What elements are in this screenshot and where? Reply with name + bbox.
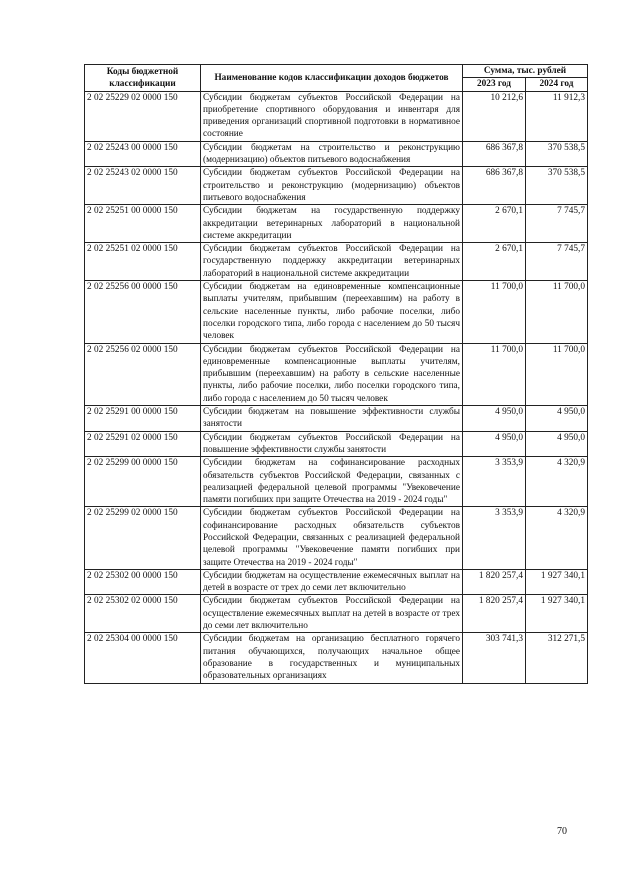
header-year-2023: 2023 год [463, 78, 526, 91]
row-code: 2 02 25256 00 0000 150 [85, 281, 201, 343]
row-value-2023: 3 353,9 [463, 507, 526, 569]
row-name: Субсидии бюджетам на повышение эффективности службы занятости [201, 406, 463, 432]
table-row [85, 633, 588, 683]
row-code: 2 02 25256 02 0000 150 [85, 343, 201, 405]
row-value-2024: 11 700,0 [526, 281, 588, 343]
table-row [85, 205, 588, 243]
row-value-2024: 7 745,7 [526, 243, 588, 281]
table-row [85, 431, 588, 457]
row-value-2023: 3 353,9 [463, 457, 526, 507]
row-value-2023: 11 700,0 [463, 281, 526, 343]
row-name: Субсидии бюджетам субъектов Российской Федерации на единовременные компенсационные выплаты учителям, прибывшим (переехавшим) на работу в сельские населенные пункты, либо рабочие поселки, либо поселки городского типа, либо города с населением до 50 тысяч человек [201, 343, 463, 405]
row-code: 2 02 25304 00 0000 150 [85, 633, 201, 683]
header-name: Наименование кодов классификации доходов бюджетов [201, 65, 463, 92]
header-codes: Коды бюджетной классификации [85, 65, 201, 92]
table-row [85, 406, 588, 432]
page-number: 70 [557, 826, 567, 837]
row-code: 2 02 25302 02 0000 150 [85, 595, 201, 633]
row-value-2023: 303 741,3 [463, 633, 526, 683]
table-row [85, 141, 588, 167]
table-row [85, 507, 588, 569]
table-row [85, 243, 588, 281]
row-name: Субсидии бюджетам на единовременные компенсационные выплаты учителям, прибывшим (переехавшим) на работу в сельские населенные пункты, либо рабочие поселки, либо поселки городского типа, либо города с населением до 50 тысяч человек [201, 281, 463, 343]
row-code: 2 02 25243 02 0000 150 [85, 167, 201, 205]
row-value-2023: 1 820 257,4 [463, 595, 526, 633]
row-name: Субсидии бюджетам субъектов Российской Федерации на строительство и реконструкцию (модернизацию) объектов питьевого водоснабжения [201, 167, 463, 205]
row-value-2024: 312 271,5 [526, 633, 588, 683]
row-value-2024: 4 320,9 [526, 507, 588, 569]
row-name: Субсидии бюджетам субъектов Российской Федерации на повышение эффективности службы занятости [201, 431, 463, 457]
row-value-2024: 1 927 340,1 [526, 569, 588, 595]
row-name: Субсидии бюджетам на организацию бесплатного горячего питания обучающихся, получающих начальное общее образование в государственных и муниципальных образовательных организациях [201, 633, 463, 683]
row-value-2023: 10 212,6 [463, 91, 526, 141]
row-value-2024: 1 927 340,1 [526, 595, 588, 633]
row-value-2024: 370 538,5 [526, 141, 588, 167]
header-sum: Сумма, тыс. рублей [463, 65, 588, 78]
row-code: 2 02 25299 02 0000 150 [85, 507, 201, 569]
row-value-2024: 11 912,3 [526, 91, 588, 141]
row-value-2023: 2 670,1 [463, 205, 526, 243]
row-name: Субсидии бюджетам субъектов Российской Федерации на государственную поддержку аккредитации ветеринарных лабораторий в национальной системе аккредитации [201, 243, 463, 281]
row-name: Субсидии бюджетам субъектов Российской Федерации на осуществление ежемесячных выплат на детей в возрасте от трех до семи лет включительно [201, 595, 463, 633]
table-row [85, 343, 588, 405]
table-row [85, 281, 588, 343]
row-name: Субсидии бюджетам на строительство и реконструкцию (модернизацию) объектов питьевого водоснабжения [201, 141, 463, 167]
row-value-2023: 4 950,0 [463, 431, 526, 457]
row-name: Субсидии бюджетам субъектов Российской Федерации на софинансирование расходных обязательств субъектов Российской Федерации, связанных с реализацией федеральной целевой программы "Увековечение памяти погибших при защите Отечества на 2019 - 2024 годы" [201, 507, 463, 569]
row-value-2024: 4 950,0 [526, 406, 588, 432]
row-name: Субсидии бюджетам на софинансирование расходных обязательств субъектов Российской Федерации, связанных с реализацией федеральной целевой программы "Увековечение памяти погибших при защите Отечества на 2019 - 2024 годы" [201, 457, 463, 507]
row-value-2024: 4 950,0 [526, 431, 588, 457]
table-body [85, 91, 588, 683]
row-value-2024: 4 320,9 [526, 457, 588, 507]
row-code: 2 02 25251 02 0000 150 [85, 243, 201, 281]
header-year-2024: 2024 год [526, 78, 588, 91]
budget-revenue-table [84, 64, 588, 684]
table-row [85, 569, 588, 595]
table-row [85, 595, 588, 633]
row-name: Субсидии бюджетам на осуществление ежемесячных выплат на детей в возрасте от трех до семи лет включительно [201, 569, 463, 595]
row-code: 2 02 25251 00 0000 150 [85, 205, 201, 243]
row-value-2024: 11 700,0 [526, 343, 588, 405]
row-value-2023: 4 950,0 [463, 406, 526, 432]
row-value-2023: 686 367,8 [463, 141, 526, 167]
table-row [85, 457, 588, 507]
row-code: 2 02 25302 00 0000 150 [85, 569, 201, 595]
row-code: 2 02 25299 00 0000 150 [85, 457, 201, 507]
row-code: 2 02 25243 00 0000 150 [85, 141, 201, 167]
row-value-2023: 2 670,1 [463, 243, 526, 281]
row-code: 2 02 25291 00 0000 150 [85, 406, 201, 432]
table-row [85, 91, 588, 141]
row-value-2023: 11 700,0 [463, 343, 526, 405]
row-value-2024: 370 538,5 [526, 167, 588, 205]
row-value-2023: 686 367,8 [463, 167, 526, 205]
row-value-2023: 1 820 257,4 [463, 569, 526, 595]
table-row [85, 167, 588, 205]
row-name: Субсидии бюджетам на государственную поддержку аккредитации ветеринарных лабораторий в национальной системе аккредитации [201, 205, 463, 243]
row-code: 2 02 25229 02 0000 150 [85, 91, 201, 141]
row-value-2024: 7 745,7 [526, 205, 588, 243]
row-code: 2 02 25291 02 0000 150 [85, 431, 201, 457]
table-header [85, 65, 588, 92]
row-name: Субсидии бюджетам субъектов Российской Федерации на приобретение спортивного оборудования и инвентаря для приведения организаций спортивной подготовки в нормативное состояние [201, 91, 463, 141]
